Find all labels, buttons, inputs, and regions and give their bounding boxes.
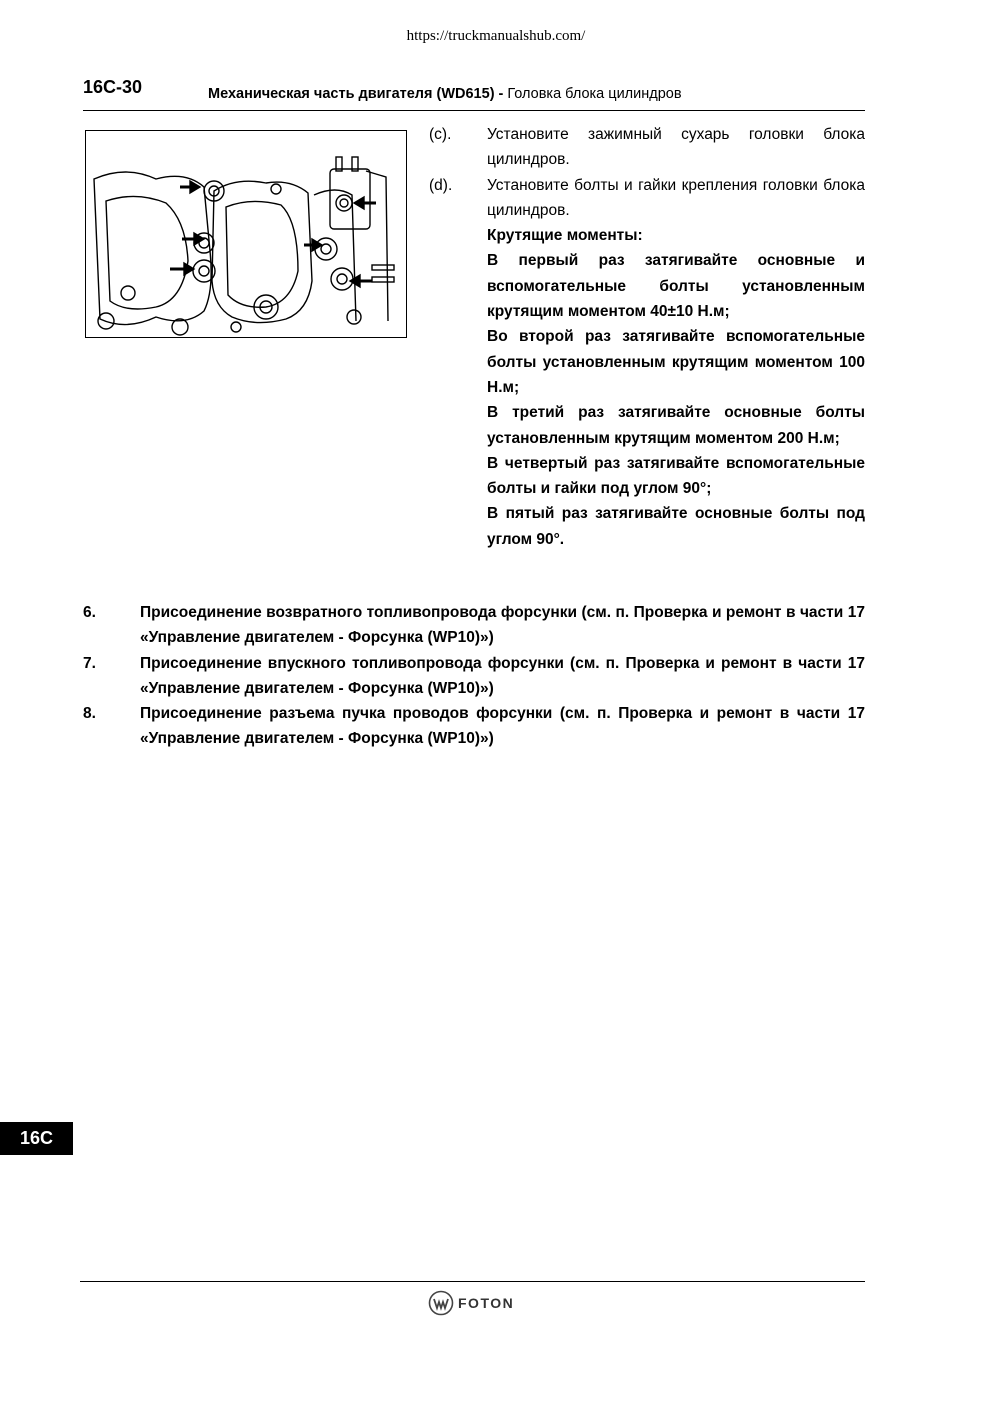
- header-title: [208, 86, 682, 102]
- step-text: Установите зажимный сухарь головки блока цилиндров.: [487, 126, 865, 169]
- source-url: https://truckmanualshub.com/: [406, 28, 586, 44]
- list-item: [83, 600, 865, 651]
- torque-pass-3: В третий раз затягивайте основные болты установленным крутящим моментом 200 Н.м;: [487, 404, 865, 447]
- list-item: [83, 701, 865, 752]
- list-item-number: 7.: [83, 654, 96, 672]
- list-item-text: Присоединение впускного топливопровода форсунки (см. п. Проверка и ремонт в части 17 «Управление двигателем - Форсунка (WP10)»): [140, 654, 865, 697]
- list-item-number: 8.: [83, 705, 96, 723]
- list-item-text: Присоединение разъема пучка проводов форсунки (см. п. Проверка и ремонт в части 17 «Управление двигателем - Форсунка (WP10)»): [140, 705, 865, 748]
- numbered-list: [83, 600, 865, 752]
- step-letter: (d).: [429, 176, 453, 194]
- foton-logo-icon: [428, 1290, 454, 1316]
- torque-pass-4: В четвертый раз затягивайте вспомогательные болты и гайки под углом 90°;: [487, 454, 865, 498]
- cylinder-head-bolts-illustration: [86, 131, 406, 337]
- header-title-bold: Механическая часть двигателя (WD615) -: [208, 86, 504, 102]
- step-d: [429, 173, 865, 224]
- list-item-text: Присоединение возвратного топливопровода форсунки (см. п. Проверка и ремонт в части 17 «Управление двигателем - Форсунка (WP10)»): [140, 604, 865, 647]
- torque-pass-1: В первый раз затягивайте основные и вспомогательные болты установленным крутящим моментом 40±10 Н.м;: [487, 252, 865, 321]
- installation-steps: [429, 122, 865, 552]
- list-item: [83, 651, 865, 702]
- page-number: 16C-30: [83, 77, 143, 97]
- footer-logo: [428, 1290, 514, 1316]
- step-text: Установите болты и гайки крепления головки блока цилиндров.: [487, 176, 865, 219]
- header-divider: [83, 110, 865, 111]
- step-c: [429, 122, 865, 173]
- torque-heading: Крутящие моменты:: [487, 227, 643, 245]
- cylinder-head-figure: [85, 130, 407, 338]
- torque-pass-2: Во второй раз затягивайте вспомогательные болты установленным крутящим моментом 100 Н.м;: [487, 328, 865, 396]
- torque-pass-5: В пятый раз затягивайте основные болты под углом 90°.: [487, 505, 865, 548]
- footer-brand: FOTON: [458, 1295, 515, 1311]
- header-title-normal: Головка блока цилиндров: [503, 86, 682, 102]
- list-item-number: 6.: [83, 604, 96, 621]
- step-letter: (c).: [429, 126, 452, 143]
- section-tab: 16C: [0, 1122, 73, 1155]
- footer-divider: [80, 1281, 865, 1282]
